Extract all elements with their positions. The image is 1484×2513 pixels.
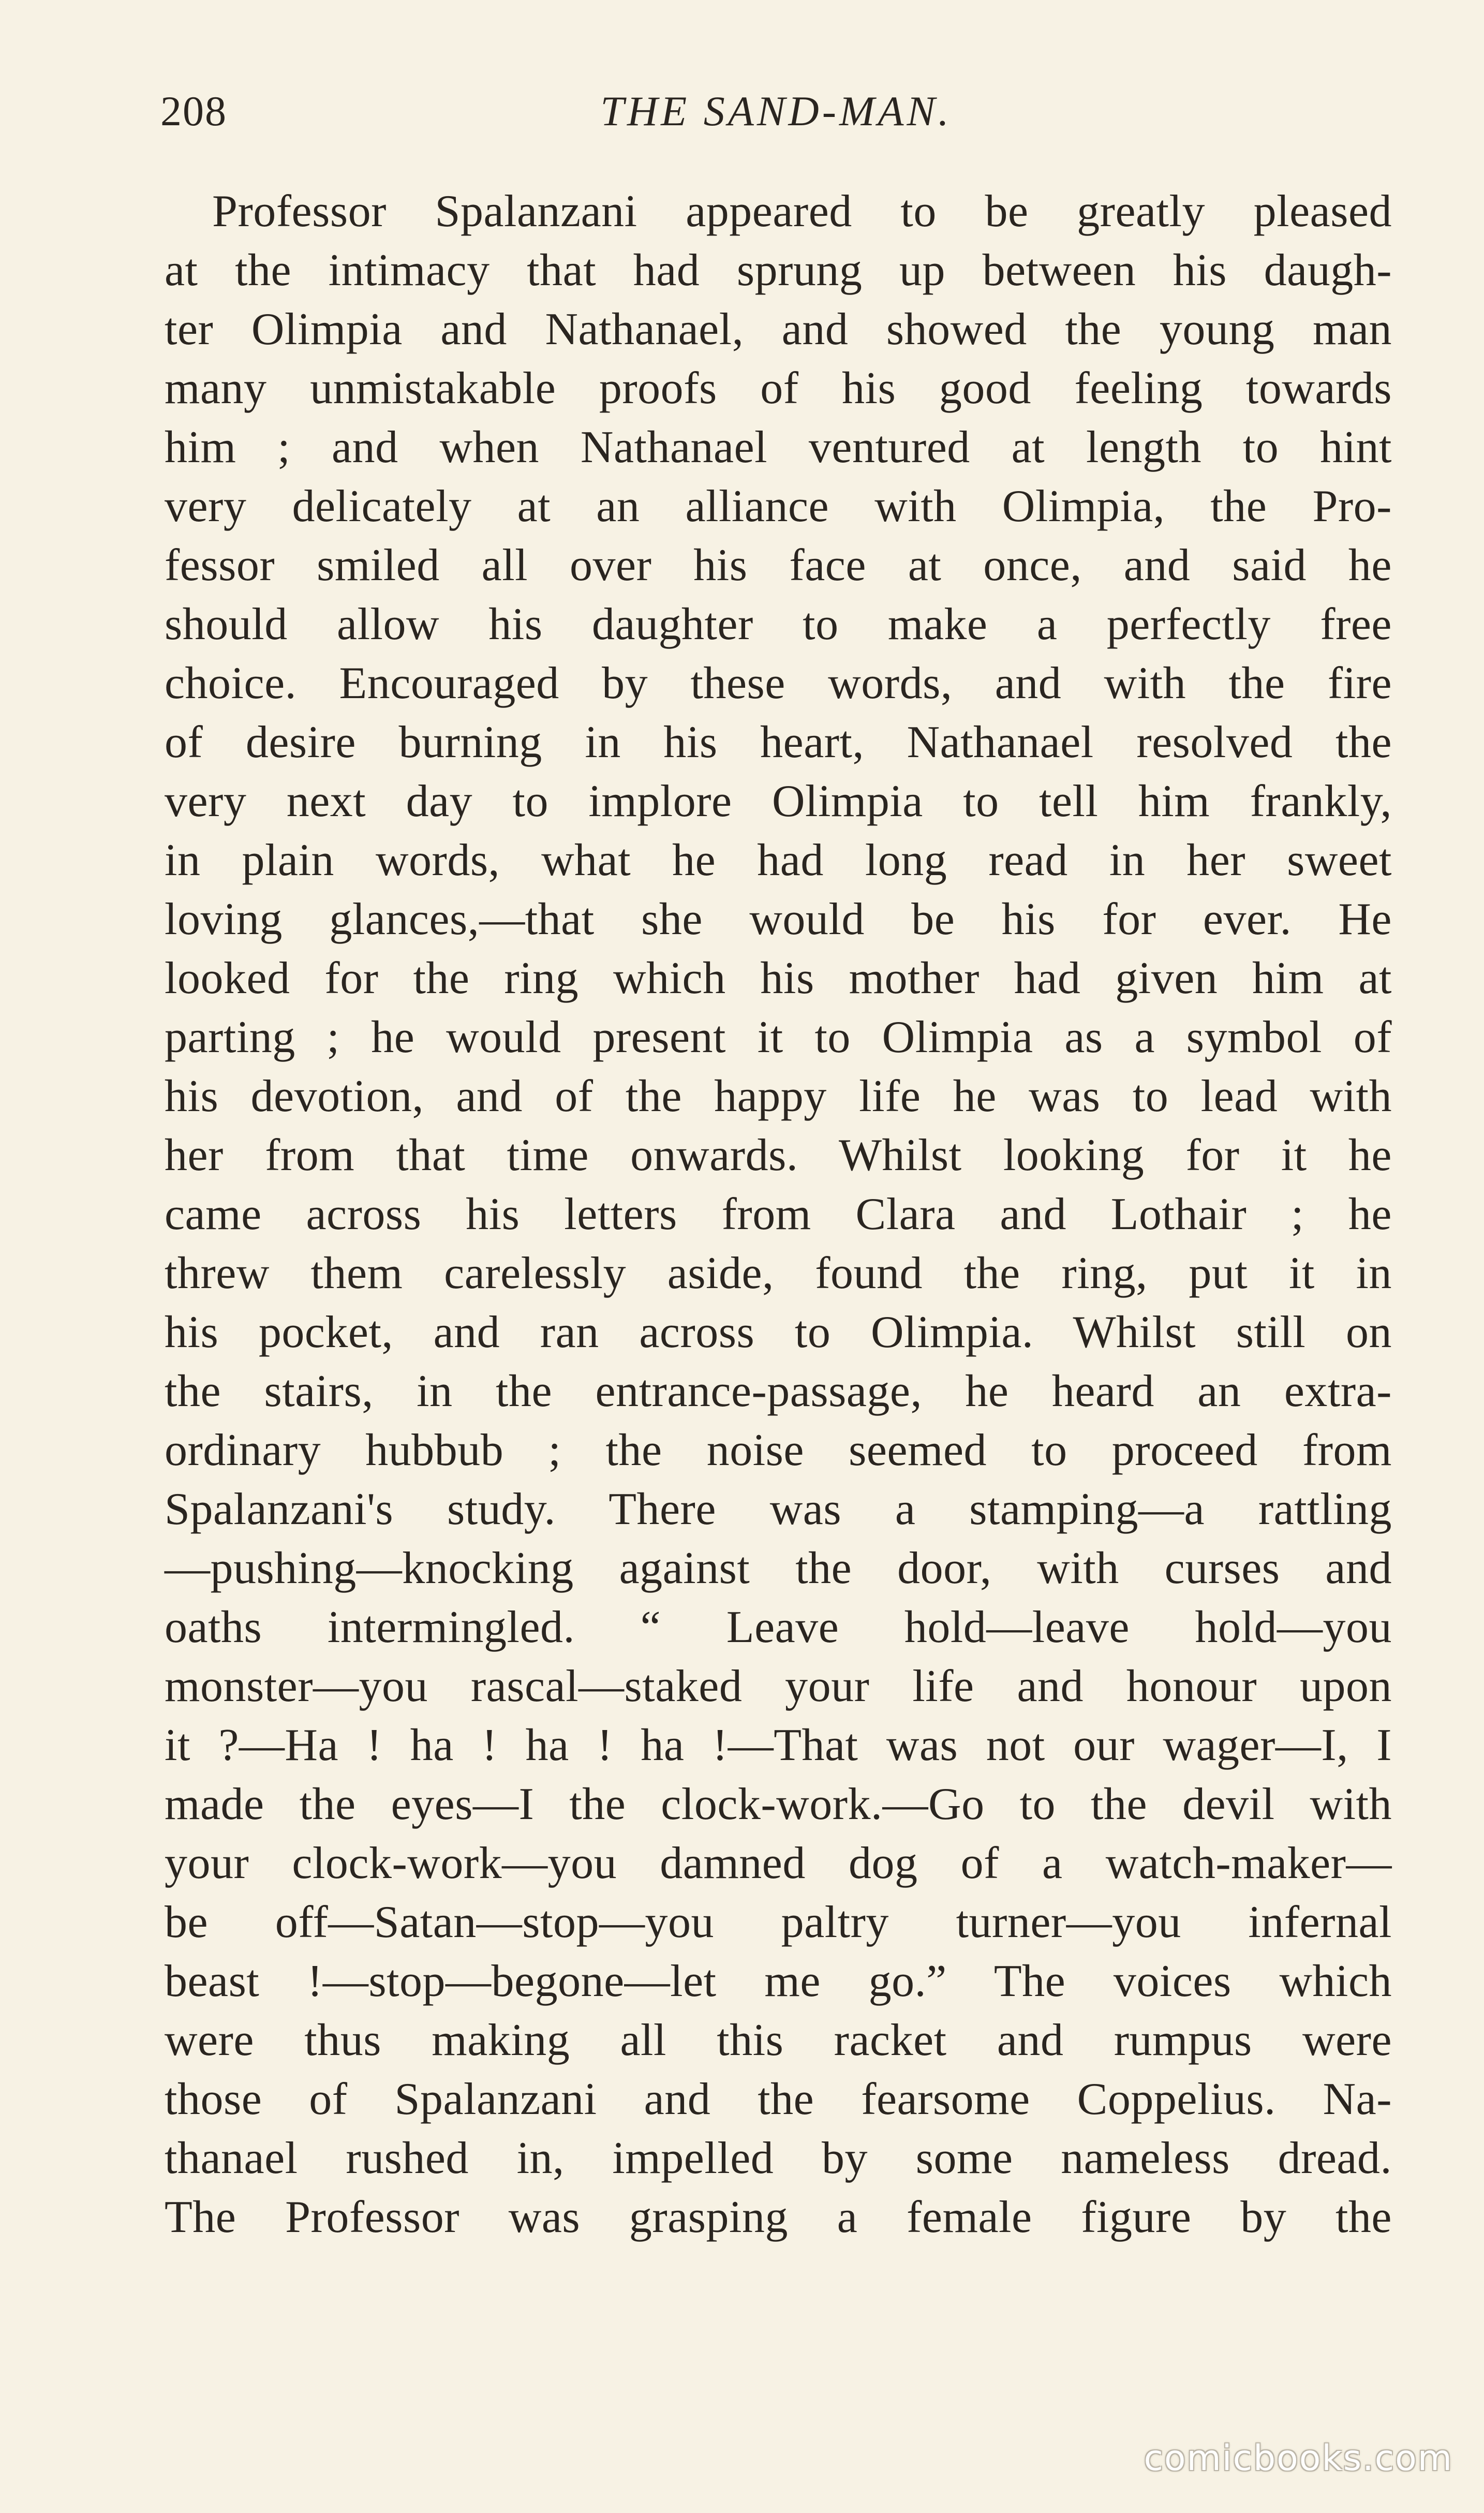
text-line: in plain words, what he had long read in her sweet: [165, 835, 1392, 885]
text-line: parting ; he would present it to Olimpia as a symbol of: [165, 1012, 1392, 1062]
text-line: his devotion, and of the happy life he was to lead with: [165, 1071, 1392, 1121]
text-line: —pushing—knocking against the door, with curses and: [165, 1543, 1392, 1593]
text-line: very delicately at an alliance with Olimpia, the Pro-: [165, 481, 1392, 531]
text-line: those of Spalanzani and the fearsome Coppelius. Na-: [165, 2074, 1392, 2124]
text-line: it ?—Ha ! ha ! ha ! ha !—That was not our wager—I, I: [165, 1720, 1392, 1770]
text-line: be off—Satan—stop—you paltry turner—you infernal: [165, 1897, 1392, 1947]
text-line: beast !—stop—begone—let me go.” The voices which: [165, 1956, 1392, 2006]
text-line: many unmistakable proofs of his good feeling towards: [165, 363, 1392, 413]
text-line: came across his letters from Clara and Lothair ; he: [165, 1189, 1392, 1239]
text-line: thanael rushed in, impelled by some nameless dread.: [165, 2133, 1392, 2183]
text-line: choice. Encouraged by these words, and with the fire: [165, 658, 1392, 708]
text-line: ordinary hubbub ; the noise seemed to proceed from: [165, 1425, 1392, 1475]
text-line: the stairs, in the entrance-passage, he heard an extra-: [165, 1366, 1392, 1416]
text-line: very next day to implore Olimpia to tell him frankly,: [165, 776, 1392, 826]
text-line: threw them carelessly aside, found the ring, put it in: [165, 1248, 1392, 1298]
text-line: fessor smiled all over his face at once, and said he: [165, 540, 1392, 590]
text-line: his pocket, and ran across to Olimpia. Whilst still on: [165, 1307, 1392, 1357]
text-line: should allow his daughter to make a perfectly free: [165, 599, 1392, 649]
running-title: THE SAND-MAN.: [600, 87, 952, 135]
text-line: The Professor was grasping a female figure by the: [165, 2192, 1392, 2242]
text-line: were thus making all this racket and rumpus were: [165, 2015, 1392, 2065]
text-line: loving glances,—that she would be his for ever. He: [165, 894, 1392, 944]
text-line: her from that time onwards. Whilst looking for it he: [165, 1130, 1392, 1180]
text-line: Professor Spalanzani appeared to be greatly pleased: [212, 186, 1392, 236]
text-line: ter Olimpia and Nathanael, and showed the young man: [165, 304, 1392, 354]
text-line: Spalanzani's study. There was a stamping—a rattling: [165, 1484, 1392, 1534]
watermark: comicbooks.com: [1144, 2438, 1453, 2479]
text-line: of desire burning in his heart, Nathanael resolved the: [165, 717, 1392, 767]
text-line: monster—you rascal—staked your life and honour upon: [165, 1661, 1392, 1711]
text-line: your clock-work—you damned dog of a watch-maker—: [165, 1838, 1392, 1888]
running-head: [160, 83, 1392, 140]
text-line: looked for the ring which his mother had given him at: [165, 953, 1392, 1003]
text-line: oaths intermingled. “ Leave hold—leave hold—you: [165, 1602, 1392, 1652]
text-line: at the intimacy that had sprung up between his daugh-: [165, 245, 1392, 295]
page-number: 208: [160, 87, 227, 135]
text-line: him ; and when Nathanael ventured at length to hint: [165, 422, 1392, 472]
body-text: [165, 182, 1392, 2247]
text-line: made the eyes—I the clock-work.—Go to the devil with: [165, 1779, 1392, 1829]
